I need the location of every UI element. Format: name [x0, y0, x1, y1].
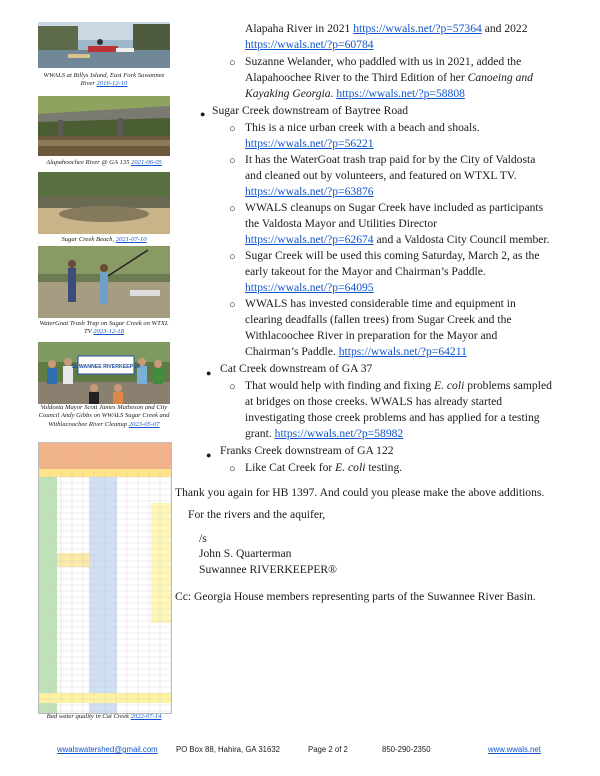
cat-item-1: That would help with finding and fixing E. coli problems sampled at bridges on those creeks. WWALS has already started investigating those creek problems and has applied for a testing grant. https://wwals.net/?p=58982: [245, 379, 552, 440]
sugar-item-5: WWALS has invested considerable time and equipment in clearing deadfalls (fallen trees) from Sugar Creek and the Withlacoochee River in preparation for the Mayor and Chairman’s Paddle. https://wwals.net/?p=64211: [245, 297, 516, 358]
bullet-circle-icon: ○: [229, 381, 236, 393]
footer-phone: 850-290-2350: [382, 745, 431, 754]
sugar-item-2: It has the WaterGoat trash trap paid for by the City of Valdosta and cleaned out by volunteers, and featured on WTXL TV. https://wwals.net/?p=63876: [245, 153, 536, 198]
thanks-paragraph: Thank you again for HB 1397. And could you please make the above additions.: [175, 486, 545, 499]
signature-slash: /s: [199, 532, 207, 545]
photo-caption-2: Alapahoochee River @ GA 135 2021-06-05: [46, 159, 162, 166]
alapaha-link-2021[interactable]: https://wwals.net/?p=57364: [353, 22, 482, 35]
bullet-dot-icon: ●: [200, 109, 206, 119]
bullet-dot-icon: ●: [206, 450, 212, 460]
sugar-link-64211[interactable]: https://wwals.net/?p=64211: [338, 345, 467, 358]
banner-text: SUWANNEE RIVERKEEPER: [71, 364, 141, 370]
page-footer: [0, 745, 600, 757]
photo-caption-1: WWALS at Billys Island, East Fork Suwannee River 2016-12-10: [43, 72, 165, 88]
photo-caption-4: WaterGoat Trash Trap on Sugar Creek on WTXL TV 2023-12-18: [39, 320, 169, 336]
footer-address: PO Box 88, Hahira, GA 31632: [176, 745, 281, 754]
sugar-link-56221[interactable]: https://wwals.net/?p=56221: [245, 137, 374, 150]
bullet-circle-icon: ○: [229, 155, 236, 167]
suzanne-item: Suzanne Welander, who paddled with us in 2021, added the Alapahoochee River to the Third Edition of her Canoeing and Kayaking Georgia. https://wwals.net/?p=58808: [245, 55, 533, 100]
photo-alapahoochee: [38, 96, 170, 156]
footer-email-link[interactable]: wwalswatershed@gmail.com: [57, 745, 158, 754]
sugar-item-1: This is a nice urban creek with a beach and shoals. https://wwals.net/?p=56221: [245, 121, 480, 150]
photo-watergoat-trap: [38, 246, 170, 318]
sugar-item-3: WWALS cleanups on Sugar Creek have included as participants the Valdosta Mayor and Utilities Director https://wwals.net/?p=62674 and a Valdosta City Council member.: [245, 201, 550, 246]
photo-date-link-4[interactable]: 2023-12-18: [93, 328, 124, 336]
alapaha-text: Alapaha River in 2021: [245, 22, 351, 35]
bullet-circle-icon: ○: [229, 463, 236, 475]
photo-group-banner: [38, 342, 170, 404]
photo-date-link-1[interactable]: 2016-12-10: [96, 80, 128, 88]
signature-title: Suwannee RIVERKEEPER®: [199, 563, 337, 576]
photo-water-quality-spreadsheet: [38, 442, 172, 714]
sugar-link-62674[interactable]: https://wwals.net/?p=62674: [245, 233, 374, 246]
cc-line: Cc: Georgia House members representing parts of the Suwannee River Basin.: [175, 590, 536, 603]
bullet-circle-icon: ○: [229, 123, 236, 135]
suzanne-link[interactable]: https://wwals.net/?p=58808: [336, 87, 465, 100]
closing-line: For the rivers and the aquifer,: [188, 508, 326, 521]
photo-billys-island: [38, 22, 170, 68]
photo-sugar-creek-beach: [38, 172, 170, 234]
bullet-circle-icon: ○: [229, 299, 236, 311]
footer-website-link[interactable]: www.wwals.net: [488, 745, 541, 754]
alapaha-item: Alapaha River in 2021 https://wwals.net/?p=57364 and 2022 https://wwals.net/?p=60784: [245, 22, 528, 51]
bullet-dot-icon: ●: [206, 368, 212, 378]
photo-date-link-5[interactable]: 2023-05-07: [128, 420, 160, 428]
bullet-circle-icon: ○: [229, 203, 236, 215]
photo-date-link-3[interactable]: 2021-07-10: [115, 236, 147, 243]
bullet-circle-icon: ○: [229, 251, 236, 263]
franks-item-1: Like Cat Creek for E. coli testing.: [245, 461, 403, 474]
photo-caption-3: Sugar Creek Beach, 2021-07-10: [61, 236, 147, 243]
signature-name: John S. Quarterman: [199, 547, 292, 560]
photo-caption-5: Valdosta Mayor Scott James Matheson and City Council Andy Gibbs on WWALS Sugar Creek and Withlacoochee River Cleanup 2023-05-07: [38, 404, 170, 428]
franks-creek-heading: Franks Creek downstream of GA 122: [220, 444, 394, 457]
photo-caption-6: Bad water quality in Cat Creek 2022-07-14: [46, 713, 162, 720]
alapaha-link-2022[interactable]: https://wwals.net/?p=60784: [245, 38, 374, 51]
sugar-link-64095[interactable]: https://wwals.net/?p=64095: [245, 281, 374, 294]
photo-date-link-6[interactable]: 2022-07-14: [130, 713, 162, 720]
photo-date-link-2[interactable]: 2021-06-05: [131, 159, 162, 166]
footer-page-number: Page 2 of 2: [308, 745, 348, 754]
bullet-circle-icon: ○: [229, 57, 236, 69]
cat-link-58982[interactable]: https://wwals.net/?p=58982: [274, 427, 404, 440]
sugar-link-63876[interactable]: https://wwals.net/?p=63876: [245, 185, 374, 198]
cat-creek-heading: Cat Creek downstream of GA 37: [220, 362, 373, 375]
sugar-creek-heading: Sugar Creek downstream of Baytree Road: [212, 104, 409, 117]
sugar-item-4: Sugar Creek will be used this coming Saturday, March 2, as the early takeout for the Mayor and Chairman’s Paddle. https://wwals.net/?p=64095: [245, 249, 540, 294]
